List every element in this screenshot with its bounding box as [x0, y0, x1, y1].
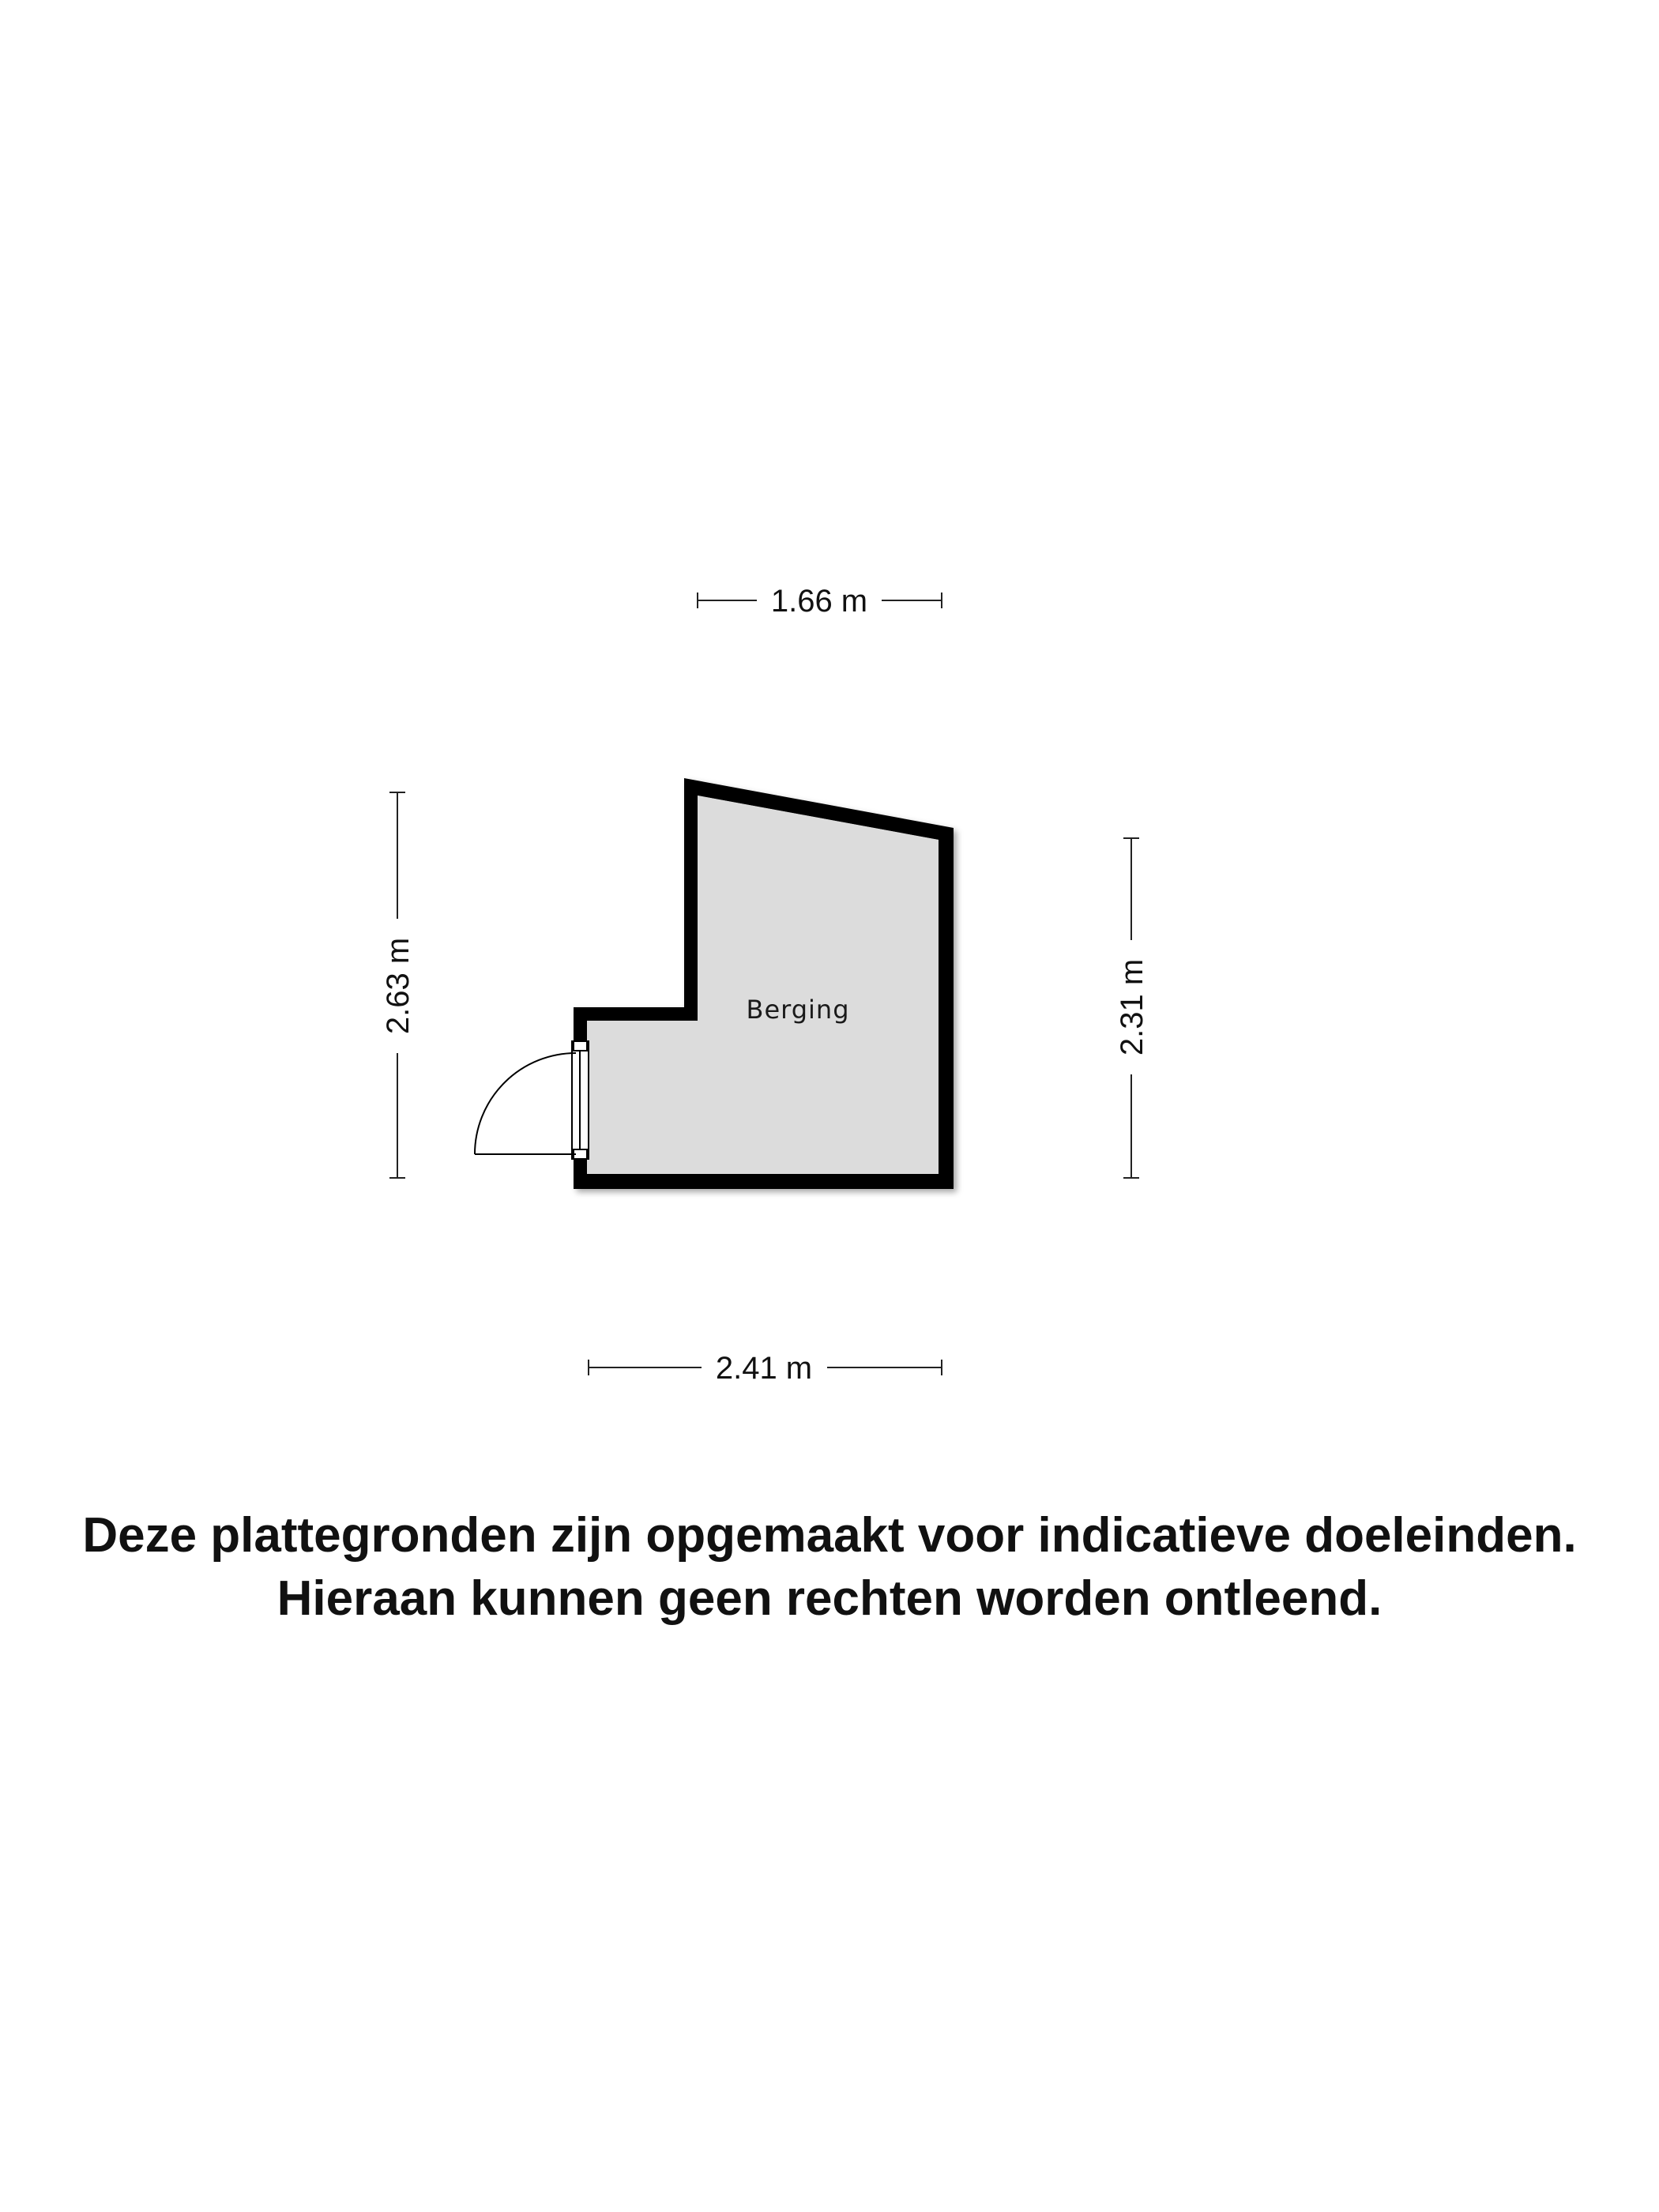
door-swing-arc: [475, 1053, 576, 1154]
dimension-left: [381, 792, 416, 1178]
disclaimer-line-1: Deze plattegronden zijn opgemaakt voor indicatieve doeleinden.: [82, 1508, 1577, 1563]
disclaimer-line-2: Hieraan kunnen geen rechten worden ontleend.: [276, 1571, 1382, 1626]
door-jamb: [574, 1041, 587, 1051]
dimension-top: [698, 584, 942, 619]
dimension-label-left: 2.63 m: [381, 937, 416, 1035]
dimension-label-right: 2.31 m: [1115, 958, 1149, 1056]
dimension-right: [1115, 838, 1149, 1178]
dimension-label-top: 1.66 m: [770, 584, 868, 619]
room-label: Berging: [746, 995, 850, 1025]
dimension-bottom: [589, 1351, 942, 1386]
room-berging: [475, 778, 954, 1189]
dimension-label-bottom: 2.41 m: [715, 1351, 813, 1386]
floor-area: [587, 796, 939, 1174]
